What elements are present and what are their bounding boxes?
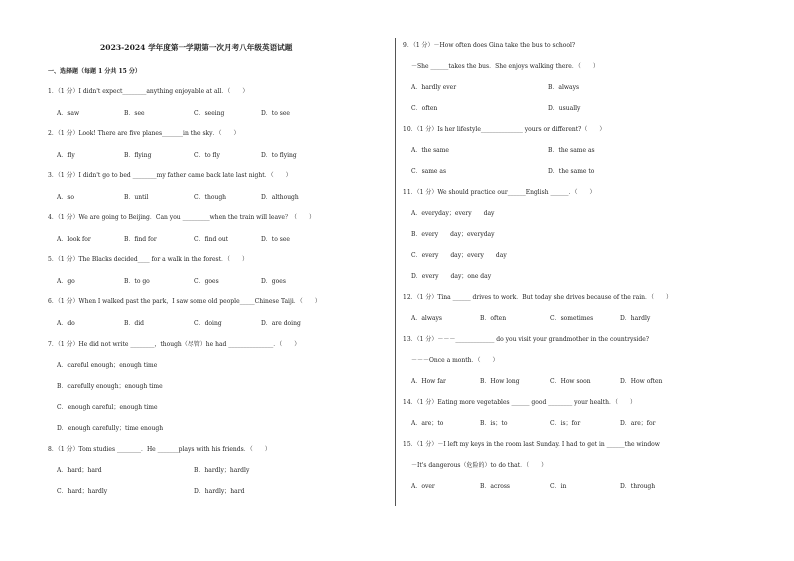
column-divider: [395, 38, 396, 506]
option[interactable]: B．until: [124, 194, 149, 201]
option[interactable]: A．always: [411, 315, 443, 322]
question-stem: 10．（1 分）Is her lifestyle______________ yours or different?（ ）: [403, 126, 606, 133]
option[interactable]: C．doing: [194, 320, 222, 327]
option[interactable]: B．carefully enough；enough time: [57, 383, 163, 390]
option[interactable]: B．often: [480, 315, 507, 322]
option[interactable]: A．the same: [411, 147, 449, 154]
option[interactable]: D．to flying: [261, 152, 297, 159]
option[interactable]: C．to fly: [194, 152, 220, 159]
option[interactable]: A．hardly ever: [411, 84, 457, 91]
option[interactable]: B．the same as: [548, 147, 595, 154]
question-stem: 13．（1 分）－－－_____________ do you visit your grandmother in the countryside?: [403, 336, 649, 343]
option[interactable]: C．in: [550, 483, 567, 490]
option[interactable]: A．do: [57, 320, 75, 327]
option[interactable]: A．look for: [57, 236, 91, 243]
option[interactable]: D．every day；one day: [411, 273, 492, 280]
option[interactable]: B．to go: [124, 278, 150, 285]
option[interactable]: B．across: [480, 483, 510, 490]
question-stem-continued: －She ______takes the bus．She enjoys walking there．（ ）: [411, 63, 599, 70]
question-stem: 9．（1 分）－How often does Gina take the bus to school?: [403, 42, 576, 49]
section-heading: 一、选择题（每题 1 分共 15 分）: [48, 68, 141, 75]
option[interactable]: A．go: [57, 278, 75, 285]
option[interactable]: C．often: [411, 105, 438, 112]
option[interactable]: B．find for: [124, 236, 157, 243]
option[interactable]: A．How far: [411, 378, 446, 385]
option[interactable]: D．are doing: [261, 320, 301, 327]
question-stem: 5．（1 分）The Blacks decided____ for a walk in the forest．（ ）: [48, 256, 248, 263]
option[interactable]: C．is；for: [550, 420, 581, 427]
option[interactable]: A．hard；hard: [57, 467, 102, 474]
option[interactable]: A．over: [411, 483, 435, 490]
option[interactable]: C．though: [194, 194, 227, 201]
left-column: [45, 0, 390, 561]
option[interactable]: B．every day；everyday: [411, 231, 495, 238]
question-stem-continued: －－－Once a month．（ ）: [411, 357, 499, 364]
option[interactable]: B．hardly；hardly: [194, 467, 250, 474]
option[interactable]: C．sometimes: [550, 315, 594, 322]
option[interactable]: D．How often: [620, 378, 663, 385]
question-stem: 12．（1 分）Tina ______ drives to work．But today she drives because of the rain．（ ）: [403, 294, 672, 301]
option[interactable]: D．hardly: [620, 315, 651, 322]
option[interactable]: D．although: [261, 194, 299, 201]
option[interactable]: B．did: [124, 320, 145, 327]
option[interactable]: B．flying: [124, 152, 152, 159]
question-stem: 7．（1 分）He did not write ________，though（尽管）he had _______________．（ ）: [48, 341, 301, 348]
question-stem-continued: －It's dangerous（危险的）to do that．（ ）: [411, 462, 548, 469]
option[interactable]: D．are；for: [620, 420, 656, 427]
option[interactable]: D．hardly；hard: [194, 488, 245, 495]
option[interactable]: A．so: [57, 194, 75, 201]
option[interactable]: C．enough careful；enough time: [57, 404, 158, 411]
option[interactable]: D．goes: [261, 278, 286, 285]
option[interactable]: B．is；to: [480, 420, 508, 427]
question-stem: 11．（1 分）We should practice our______English ______．（ ）: [403, 189, 596, 196]
option[interactable]: D．to see: [261, 110, 290, 117]
option[interactable]: B．How long: [480, 378, 520, 385]
question-stem: 14．（1 分）Eating more vegetables ______ good ________ your health．（ ）: [403, 399, 636, 406]
question-stem: 6．（1 分）When I walked past the park，I saw some old people_____Chinese Taiji．（ ）: [48, 298, 321, 305]
option[interactable]: C．goes: [194, 278, 219, 285]
option[interactable]: D．usually: [548, 105, 581, 112]
exam-title: 2023-2024 学年度第一学期第一次月考八年级英语试题: [100, 43, 293, 52]
question-stem: 15．（1 分）－I left my keys in the room last Sunday. I had to get in ______the window: [403, 441, 660, 448]
option[interactable]: D．the same to: [548, 168, 595, 175]
option[interactable]: C．find out: [194, 236, 229, 243]
option[interactable]: D．to see: [261, 236, 290, 243]
option[interactable]: C．How soon: [550, 378, 591, 385]
option[interactable]: A．everyday；every day: [411, 210, 495, 217]
right-column: [403, 0, 753, 561]
question-stem: 2．（1 分）Look! There are five planes_______in the sky．（ ）: [48, 130, 240, 137]
question-stem: 1．（1 分）I didn't expect________anything enjoyable at all．（ ）: [48, 88, 249, 95]
option[interactable]: C．hard；hardly: [57, 488, 108, 495]
option[interactable]: A．saw: [57, 110, 80, 117]
question-stem: 3．（1 分）I didn't go to bed ________my father came back late last night．（ ）: [48, 172, 292, 179]
option[interactable]: A．are；to: [411, 420, 444, 427]
question-stem: 4．（1 分）We are going to Beijing．Can you _________when the train will leave？（ ）: [48, 214, 315, 221]
option[interactable]: C．same as: [411, 168, 447, 175]
option[interactable]: D．through: [620, 483, 656, 490]
option[interactable]: D．enough carefully；time enough: [57, 425, 164, 432]
option[interactable]: C．seeing: [194, 110, 225, 117]
option[interactable]: C．every day；every day: [411, 252, 507, 259]
option[interactable]: A．careful enough；enough time: [57, 362, 158, 369]
question-stem: 8．（1 分）Tom studies ________．He _______plays with his friends．（ ）: [48, 446, 271, 453]
option[interactable]: A．fly: [57, 152, 75, 159]
option[interactable]: B．see: [124, 110, 145, 117]
option[interactable]: B．always: [548, 84, 580, 91]
